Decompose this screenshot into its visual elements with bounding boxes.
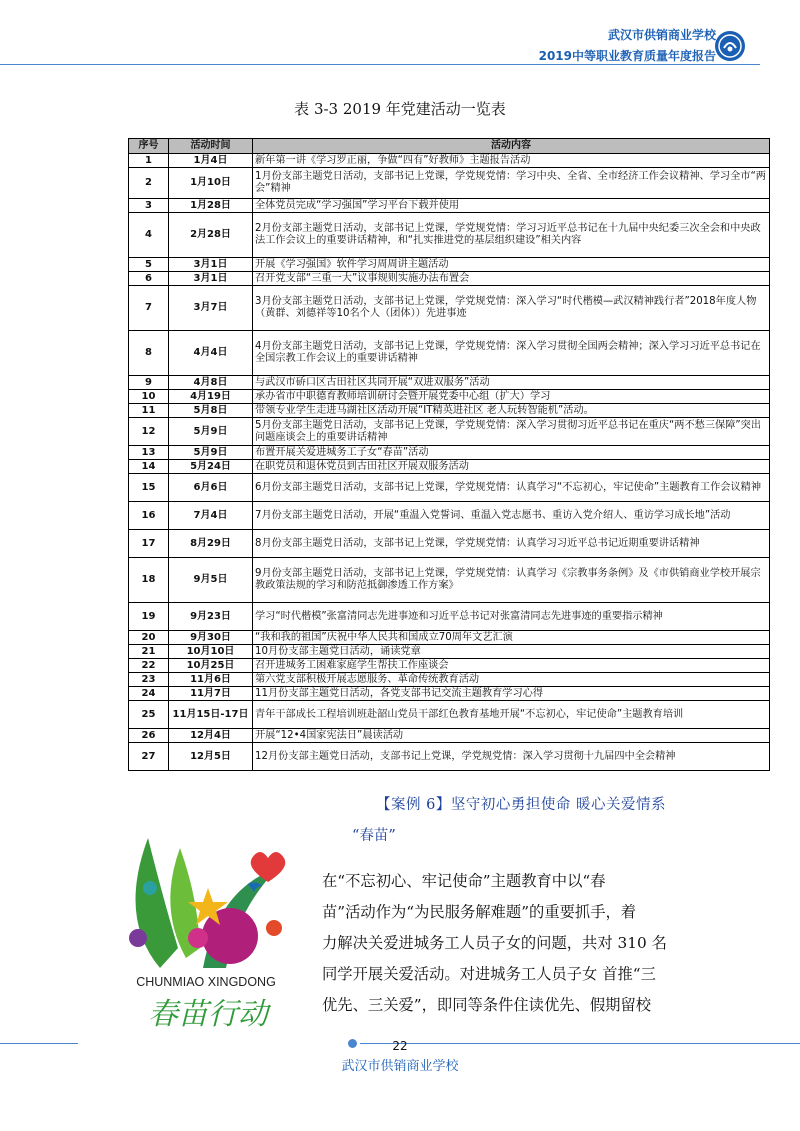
row-content-cell: 召开进城务工困难家庭学生帮扶工作座谈会 (253, 659, 770, 673)
paragraph-line: 在“不忘初心、牢记使命”主题教育中以“春 (322, 872, 606, 890)
column-header-date: 活动时间 (169, 139, 253, 154)
row-date-cell: 10月25日 (169, 659, 253, 673)
party-activities-table (128, 138, 770, 771)
row-date-cell: 7月4日 (169, 502, 253, 530)
row-number-cell: 2 (129, 168, 169, 199)
row-date-cell: 11月6日 (169, 673, 253, 687)
row-number-cell: 22 (129, 659, 169, 673)
row-content-cell: 8月份支部主题党日活动，支部书记上党课，学党规党情：认真学习习近平总书记近期重要讲话精神 (253, 530, 770, 558)
table-row (129, 687, 770, 701)
table-row (129, 530, 770, 558)
row-date-cell: 3月1日 (169, 258, 253, 272)
row-number-cell: 1 (129, 154, 169, 168)
paragraph-line: 优先、三关爱”，即同等条件住读优先、假期留校 (322, 996, 652, 1014)
row-number-cell: 8 (129, 331, 169, 376)
row-number-cell: 21 (129, 645, 169, 659)
row-content-cell: 全体党员完成“学习强国”学习平台下载并使用 (253, 199, 770, 213)
row-date-cell: 9月5日 (169, 558, 253, 603)
row-date-cell: 1月28日 (169, 199, 253, 213)
row-date-cell: 1月10日 (169, 168, 253, 199)
case-title-continued: “春苗” (352, 828, 396, 844)
column-header-no: 序号 (129, 139, 169, 154)
logo-heart (251, 852, 286, 882)
table-row (129, 286, 770, 331)
row-date-cell: 5月8日 (169, 404, 253, 418)
table-row (129, 743, 770, 771)
table-row (129, 729, 770, 743)
page-number: 22 (392, 1039, 408, 1053)
row-content-cell: “我和我的祖国”庆祝中华人民共和国成立70周年文艺汇演 (253, 631, 770, 645)
row-number-cell: 4 (129, 213, 169, 258)
row-date-cell: 8月29日 (169, 530, 253, 558)
row-number-cell: 25 (129, 701, 169, 729)
table-row (129, 631, 770, 645)
row-content-cell: 带领专业学生走进马湖社区活动开展“IT精英进社区 老人玩转智能机”活动。 (253, 404, 770, 418)
table-title: 表 3-3 2019 年党建活动一览表 (294, 100, 506, 118)
table-row (129, 258, 770, 272)
row-number-cell: 3 (129, 199, 169, 213)
row-number-cell: 13 (129, 446, 169, 460)
row-number-cell: 27 (129, 743, 169, 771)
row-number-cell: 9 (129, 376, 169, 390)
row-content-cell: 11月份支部主题党日活动，各党支部书记交流主题教育学习心得 (253, 687, 770, 701)
row-date-cell: 10月10日 (169, 645, 253, 659)
row-number-cell: 24 (129, 687, 169, 701)
row-content-cell: 第六党支部积极开展志愿服务、革命传统教育活动 (253, 673, 770, 687)
row-number-cell: 12 (129, 418, 169, 446)
table-header-row (129, 139, 770, 154)
row-date-cell: 12月4日 (169, 729, 253, 743)
paragraph-line: 同学开展关爱活动。对进城务工人员子女 首推“三 (322, 965, 656, 983)
header-school: 武汉市供销商业学校 (607, 28, 716, 42)
table-row (129, 659, 770, 673)
table-row (129, 460, 770, 474)
row-content-cell: 1月份支部主题党日活动，支部书记上党课，学党规党情：学习中央、全省、全市经济工作会议精神、学习全市“两会”精神 (253, 168, 770, 199)
table-row (129, 376, 770, 390)
table-row (129, 645, 770, 659)
row-number-cell: 20 (129, 631, 169, 645)
row-content-cell: 青年干部成长工程培训班赴韶山党员干部红色教育基地开展“不忘初心，牢记使命”主题教育培训 (253, 701, 770, 729)
row-content-cell: 10月份支部主题党日活动，诵读党章 (253, 645, 770, 659)
row-number-cell: 23 (129, 673, 169, 687)
row-content-cell: 学习“时代楷模”张富清同志先进事迹和习近平总书记对张富清同志先进事迹的重要指示精神 (253, 603, 770, 631)
row-content-cell: 3月份支部主题党日活动，支部书记上党课，学党规党情：深入学习“时代楷模—武汉精神践行者”2018年度人物（黄群、刘德祥等10名个人（团体））先进事迹 (253, 286, 770, 331)
table-row (129, 701, 770, 729)
row-date-cell: 12月5日 (169, 743, 253, 771)
row-content-cell: 在职党员和退休党员到古田社区开展双服务活动 (253, 460, 770, 474)
footer-school: 武汉市供销商业学校 (341, 1059, 459, 1074)
table-row (129, 446, 770, 460)
table-row (129, 168, 770, 199)
row-number-cell: 10 (129, 390, 169, 404)
paragraph-line: 力解决关爱进城务工人员子女的问题，共对 310 名 (322, 934, 667, 952)
row-date-cell: 5月9日 (169, 446, 253, 460)
row-date-cell: 5月24日 (169, 460, 253, 474)
table-row (129, 418, 770, 446)
logo-english-text: CHUNMIAO XINGDONG (136, 975, 276, 989)
row-number-cell: 26 (129, 729, 169, 743)
table-row (129, 199, 770, 213)
table-row (129, 272, 770, 286)
case-title: 【案例 6】坚守初心勇担使命 暖心关爱情系 (376, 797, 666, 813)
table-row (129, 474, 770, 502)
row-number-cell: 18 (129, 558, 169, 603)
row-content-cell: 12月份支部主题党日活动，支部书记上党课，学党规党情：深入学习贯彻十九届四中全会精神 (253, 743, 770, 771)
row-number-cell: 16 (129, 502, 169, 530)
row-number-cell: 11 (129, 404, 169, 418)
column-header-content: 活动内容 (253, 139, 770, 154)
logo-purple-dot (129, 929, 147, 947)
table-row (129, 673, 770, 687)
row-date-cell: 4月8日 (169, 376, 253, 390)
row-date-cell: 3月1日 (169, 272, 253, 286)
row-content-cell: 6月份支部主题党日活动，支部书记上党课，学党规党情：认真学习“不忘初心，牢记使命”主题教育工作会议精神 (253, 474, 770, 502)
table-row (129, 213, 770, 258)
row-date-cell: 4月19日 (169, 390, 253, 404)
row-content-cell: 与武汉市硚口区古田社区共同开展“双进双服务”活动 (253, 376, 770, 390)
table-row (129, 404, 770, 418)
row-date-cell: 11月15日-17日 (169, 701, 253, 729)
row-date-cell: 3月7日 (169, 286, 253, 331)
row-date-cell: 9月23日 (169, 603, 253, 631)
table-row (129, 502, 770, 530)
row-content-cell: 承办省市中职德育教师培训研讨会暨开展党委中心组（扩大）学习 (253, 390, 770, 404)
row-number-cell: 15 (129, 474, 169, 502)
row-number-cell: 6 (129, 272, 169, 286)
row-date-cell: 11月7日 (169, 687, 253, 701)
table-row (129, 331, 770, 376)
chunmiao-logo (108, 818, 304, 1034)
logo-teal-dot (143, 881, 157, 895)
row-number-cell: 14 (129, 460, 169, 474)
table-row (129, 390, 770, 404)
school-emblem-icon (714, 30, 746, 62)
header-report-title: 2019中等职业教育质量年度报告 (538, 49, 716, 63)
row-content-cell: 布置开展关爱进城务工子女“春苗”活动 (253, 446, 770, 460)
row-content-cell: 4月份支部主题党日活动，支部书记上党课，学党规党情：深入学习贯彻全国两会精神；深入学习习近平总书记在全国宗教工作会议上的重要讲话精神 (253, 331, 770, 376)
row-date-cell: 1月4日 (169, 154, 253, 168)
row-content-cell: 5月份支部主题党日活动，支部书记上党课，学党规党情：深入学习贯彻习近平总书记在重庆“两不愁三保障”突出问题座谈会上的重要讲话精神 (253, 418, 770, 446)
row-number-cell: 19 (129, 603, 169, 631)
case-paragraph (322, 866, 700, 1021)
row-number-cell: 7 (129, 286, 169, 331)
row-content-cell: 开展“12•4国家宪法日”晨读活动 (253, 729, 770, 743)
row-number-cell: 5 (129, 258, 169, 272)
row-content-cell: 召开党支部“三重一大”议事规则实施办法布置会 (253, 272, 770, 286)
row-date-cell: 4月4日 (169, 331, 253, 376)
row-content-cell: 9月份支部主题党日活动，支部书记上党课，学党规党情：认真学习《宗教事务条例》及《市供销商业学校开展宗教政策法规的学习和防范抵御渗透工作方案》 (253, 558, 770, 603)
table-row (129, 603, 770, 631)
table-row (129, 154, 770, 168)
row-number-cell: 17 (129, 530, 169, 558)
header-divider (0, 64, 760, 65)
row-date-cell: 2月28日 (169, 213, 253, 258)
row-content-cell: 2月份支部主题党日活动，支部书记上党课，学党规党情：学习习近平总书记在十九届中央纪委三次全会和中央政法工作会议上的重要讲话精神，和“扎实推进党的基层组织建设”相关内容 (253, 213, 770, 258)
row-date-cell: 6月6日 (169, 474, 253, 502)
table-row (129, 558, 770, 603)
row-content-cell: 新年第一讲《学习罗正丽，争做“四有”好教师》主题报告活动 (253, 154, 770, 168)
row-date-cell: 9月30日 (169, 631, 253, 645)
logo-red-dot (266, 920, 282, 936)
row-content-cell: 开展《学习强国》软件学习周周讲主题活动 (253, 258, 770, 272)
row-date-cell: 5月9日 (169, 418, 253, 446)
paragraph-line: 苗”活动作为“为民服务解难题”的重要抓手，着 (322, 903, 637, 921)
logo-chinese-text: 春苗行动 (148, 997, 268, 1032)
logo-small-magenta-circle (188, 928, 208, 948)
row-content-cell: 7月份支部主题党日活动，开展“重温入党誓词、重温入党志愿书、重访入党介绍人、重访学习成长地”活动 (253, 502, 770, 530)
